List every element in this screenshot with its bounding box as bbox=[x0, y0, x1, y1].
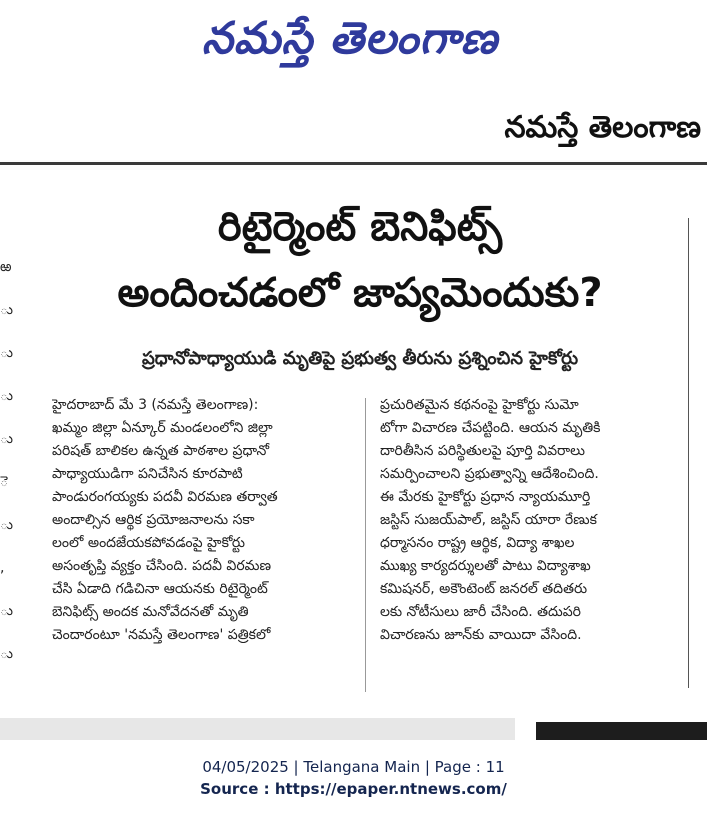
column-2-line: దారితీసిన పరిస్థితులపై పూర్తి వివరాలు bbox=[380, 443, 585, 459]
left-edge-char: ు bbox=[0, 345, 13, 361]
column-2-line: ముఖ్య కార్యదర్శులతో పాటు విద్యాశాఖ bbox=[380, 558, 591, 574]
masthead bbox=[0, 0, 707, 86]
left-edge-char: ె bbox=[0, 474, 9, 490]
column-1-line: పాండురంగయ్యకు పదవీ విరమణ తర్వాత bbox=[52, 489, 278, 505]
left-edge-column-fragment bbox=[0, 246, 14, 686]
column-2-line: టోగా విచారణ చేపట్టింది. ఆయన మృతికి bbox=[380, 420, 601, 436]
column-1-line: ఖమ్మం జిల్లా ఏన్కూర్ మండలంలోని జిల్లా bbox=[52, 420, 273, 436]
column-1-line: హైదరాబాద్ మే 3 (నమస్తే తెలంగాణ): bbox=[52, 397, 259, 413]
left-edge-char: ఱ bbox=[0, 259, 12, 275]
headline-line-1: రిటైర్మెంట్ బెనిఫిట్స్ bbox=[217, 204, 503, 250]
column-2-line: ధర్మాసనం రాష్ట్ర ఆర్థిక, విద్యా శాఖల bbox=[380, 535, 575, 551]
article-headline bbox=[40, 194, 680, 326]
column-1-line: అందాల్సిన ఆర్థిక ప్రయోజనాలను సకా bbox=[52, 512, 255, 528]
clipping-paper-name: నమస్తే తెలంగాణ bbox=[504, 110, 701, 145]
column-1-line: అసంతృప్తి వ్యక్తం చేసింది. పదవీ విరమణ bbox=[52, 558, 272, 574]
left-edge-char: , bbox=[0, 560, 5, 576]
left-edge-char: ు bbox=[0, 431, 13, 447]
left-edge-char: ు bbox=[0, 646, 13, 662]
left-edge-char: ు bbox=[0, 302, 13, 318]
left-edge-char: ు bbox=[0, 517, 13, 533]
article-column-2 bbox=[380, 394, 682, 647]
article-column-1 bbox=[52, 394, 354, 647]
column-1-line: చేసి ఏడాది గడిచినా ఆయనకు రిటైర్మెంట్ bbox=[52, 581, 268, 597]
column-2-line: విచారణను జూన్‌కు వాయిదా వేసింది. bbox=[380, 627, 582, 643]
left-edge-char: ు bbox=[0, 603, 13, 619]
edition-info: 04/05/2025 | Telangana Main | Page : 11 bbox=[202, 758, 505, 776]
source-link[interactable]: Source : https://epaper.ntnews.com/ bbox=[200, 780, 507, 798]
column-1-line: చెందారంటూ 'నమస్తే తెలంగాణ' పత్రికలో bbox=[52, 627, 271, 643]
column-1-line: పరిషత్ బాలికల ఉన్నత పాఠశాల ప్రధానో bbox=[52, 443, 270, 459]
column-2-line: ఈ మేరకు హైకోర్టు ప్రధాన న్యాయమూర్తి bbox=[380, 489, 591, 505]
column-1-line: బెనిఫిట్స్ అందక మనోవేదనతో మృతి bbox=[52, 604, 249, 620]
article-subheadline: ప్రధానోపాధ్యాయుడి మృతిపై ప్రభుత్వ తీరును ప్రశ్నించిన హైకోర్టు bbox=[141, 348, 579, 369]
column-2-line: ప్రచురితమైన కథనంపై హైకోర్టు సుమో bbox=[380, 397, 579, 413]
news-clipping bbox=[0, 96, 707, 740]
column-2-line: కమిషనర్, అకౌంటెంట్ జనరల్ తదితరు bbox=[380, 581, 588, 597]
bottom-dark-block bbox=[536, 722, 707, 740]
clipping-top-rule bbox=[0, 162, 707, 165]
left-edge-char: ు bbox=[0, 388, 13, 404]
right-column-rule bbox=[688, 218, 689, 688]
column-2-line: సమర్పించాలని ప్రభుత్వాన్ని ఆదేశించింది. bbox=[380, 466, 599, 482]
masthead-logo-title: నమస్తే తెలంగాణ bbox=[201, 13, 499, 64]
column-1-line: పాధ్యాయుడిగా పనిచేసిన కూరపాటి bbox=[52, 466, 243, 482]
column-2-line: లకు నోటీసులు జారీ చేసింది. తదుపరి bbox=[380, 604, 581, 620]
column-2-line: జస్టిస్ సుజయ్‌పాల్, జస్టిస్ యారా రేణుక bbox=[380, 512, 597, 528]
column-divider bbox=[365, 398, 366, 692]
epaper-footer bbox=[0, 756, 707, 800]
headline-line-2: అందించడంలో జాప్యమెందుకు? bbox=[117, 270, 603, 316]
bottom-gray-band bbox=[0, 718, 515, 740]
column-1-line: లంలో అందజేయకపోవడంపై హైకోర్టు bbox=[52, 535, 245, 551]
